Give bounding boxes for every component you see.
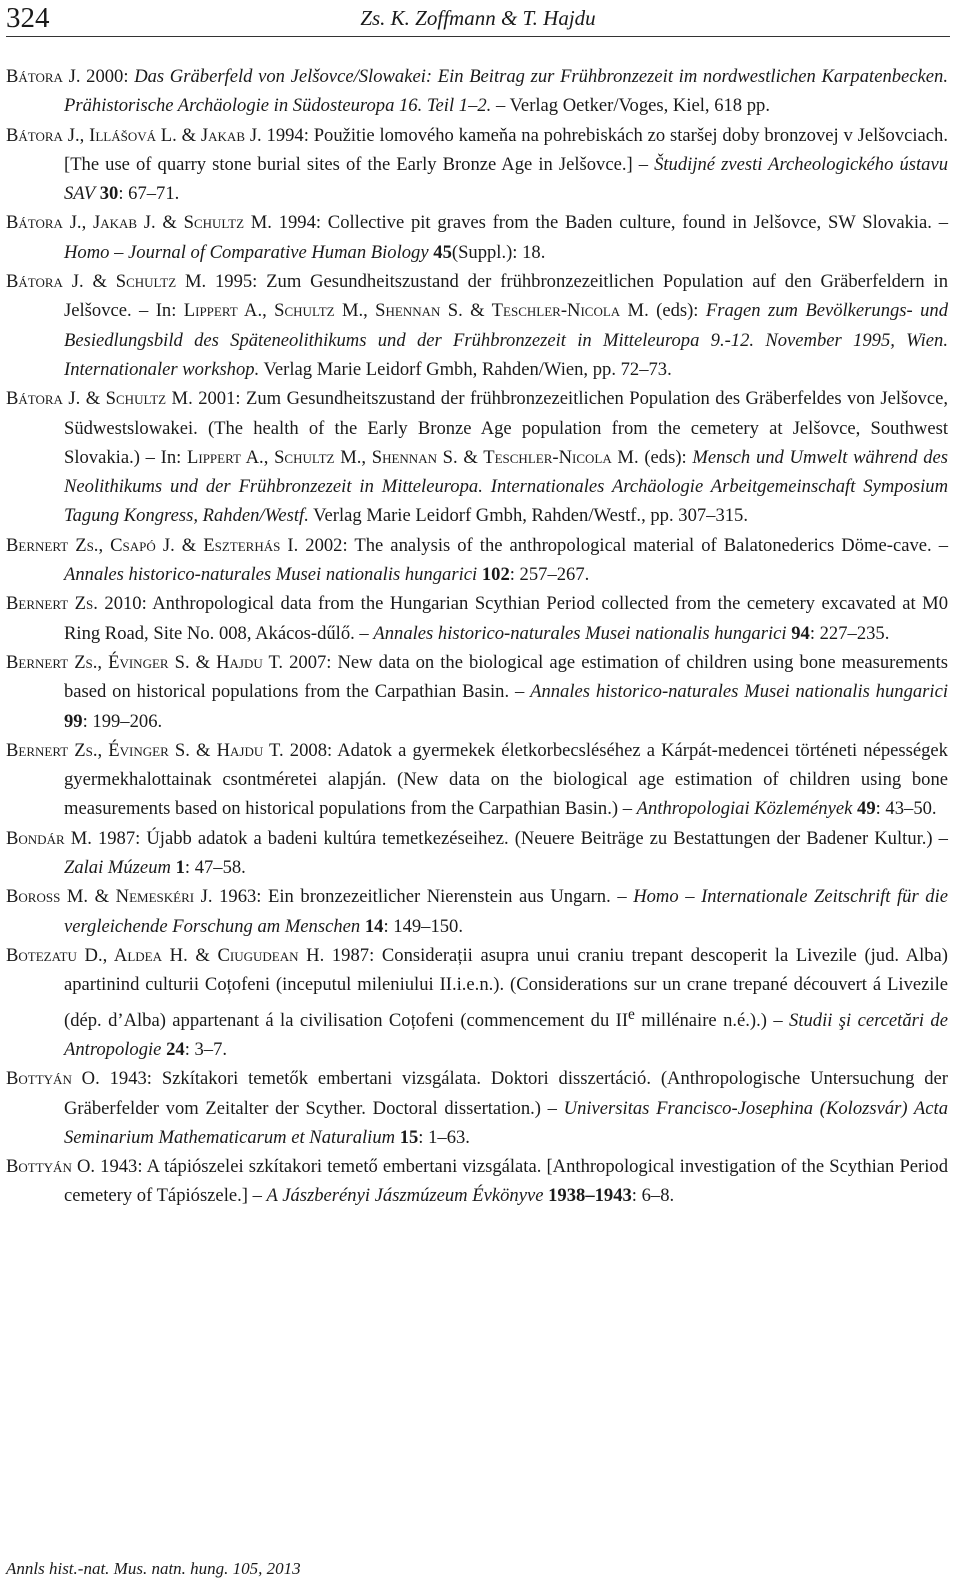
reference-entry: [6, 589, 948, 648]
superscript-e: e: [628, 1005, 635, 1023]
reference-publisher: Verlag Marie Leidorf Gmbh, Rahden/Westf., pp. 307–315.: [308, 505, 748, 527]
reference-text: 2001: Zum Gesundheitszustand der frühbronzezeitlichen Population des Gräberfeldes von Jelšovce, Südwestslowakei. (The health of the Early Bronze Age population from the cemetery at Jelšovce, Southwest Slovakia.) – In:: [64, 388, 949, 468]
reference-journal: Annales historico-naturales Musei nationalis hungarici: [64, 564, 478, 586]
reference-journal: Homo – Journal of Comparative Human Biology: [64, 241, 429, 263]
reference-text: 1943: Szkítakori temetők embertani vizsgálata. Doktori disszertáció. (Anthropologische Untersuchung der Gräberfelder vom Zeitalter der Scyther. Doctoral dissertation.) –: [64, 1068, 949, 1119]
reference-text-cont: millénaire n.é.).) –: [634, 1009, 790, 1031]
reference-entry: [6, 1152, 948, 1211]
reference-publisher: Verlag Marie Leidorf Gmbh, Rahden/Wien, pp. 72–73.: [259, 358, 672, 380]
reference-authors: Bernert Zs., Évinger S. & Hajdu T.: [6, 651, 284, 673]
reference-journal: A Jászberényi Jászmúzeum Évkönyve: [266, 1185, 544, 1207]
reference-text: 1994: Collective pit graves from the Baden culture, found in Jelšovce, SW Slovakia. –: [271, 212, 949, 234]
reference-authors: Bottyán O.: [6, 1068, 100, 1090]
reference-text: 1994: Použitie lomového kameňa na pohrebiskách zo staršej doby bronzovej v Jelšovciach. [The use of quarry stone burial sites of the Early Bronze Age in Jelšovce.] –: [64, 124, 948, 175]
reference-journal: Studii şi cercetări de Antropologie: [64, 1009, 948, 1060]
header-rule: [6, 36, 950, 37]
reference-text: 2002: The analysis of the anthropological material of Balatonederics Döme-cave. –: [298, 534, 948, 556]
reference-authors: Bátora J. & Schultz M.: [6, 271, 207, 293]
reference-text: 1995: Zum Gesundheitszustand der frühbronzezeitlichen Population auf den Gräberfeldern in Jelšovce. – In:: [64, 271, 949, 322]
reference-pages: : 3–7.: [184, 1038, 228, 1060]
reference-authors: Bátora J. & Schultz M.: [6, 388, 193, 410]
reference-pages: : 1–63.: [418, 1126, 470, 1148]
reference-text: 1987: Considerații asupra unui craniu trepant descoperit la Livezile (jud. Alba) apartinind culturii Coțofeni (inceputul mileniului II.i.e.n.). (Considerations sur un crane trepané découvert á Livezile (dép. d’Alba) appartenant á la civilisation Coțofeni (commencement du II: [64, 944, 949, 1031]
reference-volume: 94: [791, 622, 810, 644]
reference-pages: : 227–235.: [809, 622, 890, 644]
reference-authors: Bondár M.: [6, 827, 92, 849]
reference-text: 2007: New data on the biological age estimation of children using bone measurements based on historical populations from the Carpathian Basin. –: [64, 651, 948, 703]
reference-pages: (Suppl.): 18.: [451, 241, 546, 263]
reference-volume: 24: [166, 1038, 185, 1060]
page-number: 324: [6, 2, 50, 34]
running-title: Zs. K. Zoffmann & T. Hajdu: [360, 6, 596, 30]
reference-authors: Bernert Zs., Évinger S. & Hajdu T.: [6, 739, 284, 761]
reference-entry: [6, 1064, 948, 1152]
reference-entry: [6, 62, 948, 121]
reference-journal: Universitas Francisco-Josephina (Kolozsvár) Acta Seminarium Mathematicarum et Naturalium: [64, 1097, 948, 1148]
reference-entry: [6, 208, 948, 267]
reference-journal: Homo – Internationale Zeitschrift für die vergleichende Forschung am Menschen: [64, 886, 948, 937]
reference-authors: Bátora J., Jakab J. & Schultz M.: [6, 212, 272, 234]
reference-volume: 99: [64, 710, 83, 732]
reference-publisher: – Verlag Oetker/Voges, Kiel, 618 pp.: [491, 95, 770, 117]
reference-authors: Bátora J., Illášová L. & Jakab J.: [6, 124, 262, 146]
page-header: [6, 0, 950, 36]
reference-pages: : 43–50.: [875, 798, 937, 820]
reference-entry: [6, 941, 948, 1064]
reference-text: 2010: Anthropological data from the Hungarian Scythian Period collected from the cemetery excavated at M0 Ring Road, Site No. 008, Akácos-dűlő. –: [64, 593, 948, 644]
reference-volume: 1: [175, 857, 185, 879]
reference-title: Mensch und Umwelt während des Neolithikums und der Frühbronzezeit in Mitteleuropa. Internationales Archäologie Arbeitgemeinschaft Symposium Tagung Kongress, Rahden/Westf.: [64, 446, 949, 527]
reference-title: Fragen zum Bevölkerungs- und Besiedlungsbild des Späteneolithikums und der Frühbronzezeit in Mitteleuropa 9.-12. November 1995, Wien. Internationaler workshop.: [64, 300, 948, 380]
reference-editors: Lippert A., Schultz M., Shennan S. & Teschler-Nicola M.: [187, 446, 639, 468]
reference-text: 1943: A tápiószelei szkítakori temető embertani vizsgálata. [Anthropological investigation of the Scythian Period cemetery of Tápiószele.] –: [64, 1156, 949, 1207]
reference-editors: Lippert A., Schultz M., Shennan S. & Teschler-Nicola M.: [183, 300, 649, 322]
reference-pages: : 47–58.: [184, 857, 246, 879]
reference-volume: 45: [433, 241, 452, 263]
reference-text: 1987: Újabb adatok a badeni kultúra temetkezéseihez. (Neuere Beiträge zu Bestattungen der Badener Kultur.) –: [91, 827, 948, 849]
reference-text: 2008: Adatok a gyermekek életkorbecsléséhez a Kárpát-medencei történeti népességek gyermekhalottainak csontméretei alapján. (New data on the biological age estimation of children using bone measurements based on historical populations from the Carpathian Basin.) –: [64, 739, 948, 820]
reference-journal: Študijné zvesti Archeologického ústavu SAV: [64, 153, 948, 205]
reference-pages: : 6–8.: [631, 1185, 675, 1207]
reference-authors: Bátora J.: [6, 66, 81, 87]
reference-journal: Zalai Múzeum: [64, 857, 171, 879]
reference-entry: [6, 384, 948, 530]
reference-volume: 102: [481, 564, 510, 586]
reference-volume: 14: [364, 915, 384, 937]
reference-entry: [6, 121, 948, 209]
reference-journal: Annales historico-naturales Musei nationalis hungarici: [373, 622, 787, 644]
reference-entry: [6, 736, 948, 824]
reference-entry: [6, 882, 948, 941]
reference-volume: 49: [857, 798, 876, 820]
reference-authors: Boross M. & Nemeskéri J.: [6, 886, 213, 908]
reference-entry: [6, 267, 948, 384]
reference-pages: : 149–150.: [383, 915, 463, 937]
reference-volume: 1938–1943: [548, 1185, 632, 1207]
reference-authors: Bernert Zs.: [6, 593, 98, 615]
reference-editors-suffix: (eds):: [648, 300, 706, 322]
reference-title: Das Gräberfeld von Jelšovce/Slowakei: Ein Beitrag zur Frühbronzezeit im nordwestlichen Karpatenbecken. Prähistorische Archäologie in Südosteuropa 16. Teil 1–2.: [64, 66, 948, 117]
reference-entry: [6, 824, 948, 883]
reference-text: 2000:: [80, 66, 135, 87]
reference-pages: : 67–71.: [118, 183, 180, 205]
reference-entry: [6, 531, 948, 590]
journal-footer: Annls hist.-nat. Mus. natn. hung. 105, 2013: [6, 1559, 301, 1578]
reference-authors: Bernert Zs., Csapó J. & Eszterhás I.: [6, 534, 299, 556]
reference-journal: Annales historico-naturales Musei nationalis hungarici: [530, 681, 948, 703]
reference-volume: 15: [399, 1126, 419, 1148]
reference-editors-suffix: (eds):: [638, 446, 693, 468]
reference-journal: Anthropologiai Közlemények: [636, 798, 853, 820]
reference-list: [6, 62, 948, 1211]
reference-text: 1963: Ein bronzezeitlicher Nierenstein aus Ungarn. –: [212, 886, 634, 908]
reference-entry: [6, 648, 948, 736]
reference-pages: : 257–267.: [509, 564, 590, 586]
reference-authors: Bottyán O.: [6, 1156, 96, 1178]
reference-authors: Botezatu D., Aldea H. & Ciugudean H.: [6, 944, 325, 966]
reference-pages: : 199–206.: [82, 710, 163, 732]
reference-volume: 30: [99, 183, 119, 205]
